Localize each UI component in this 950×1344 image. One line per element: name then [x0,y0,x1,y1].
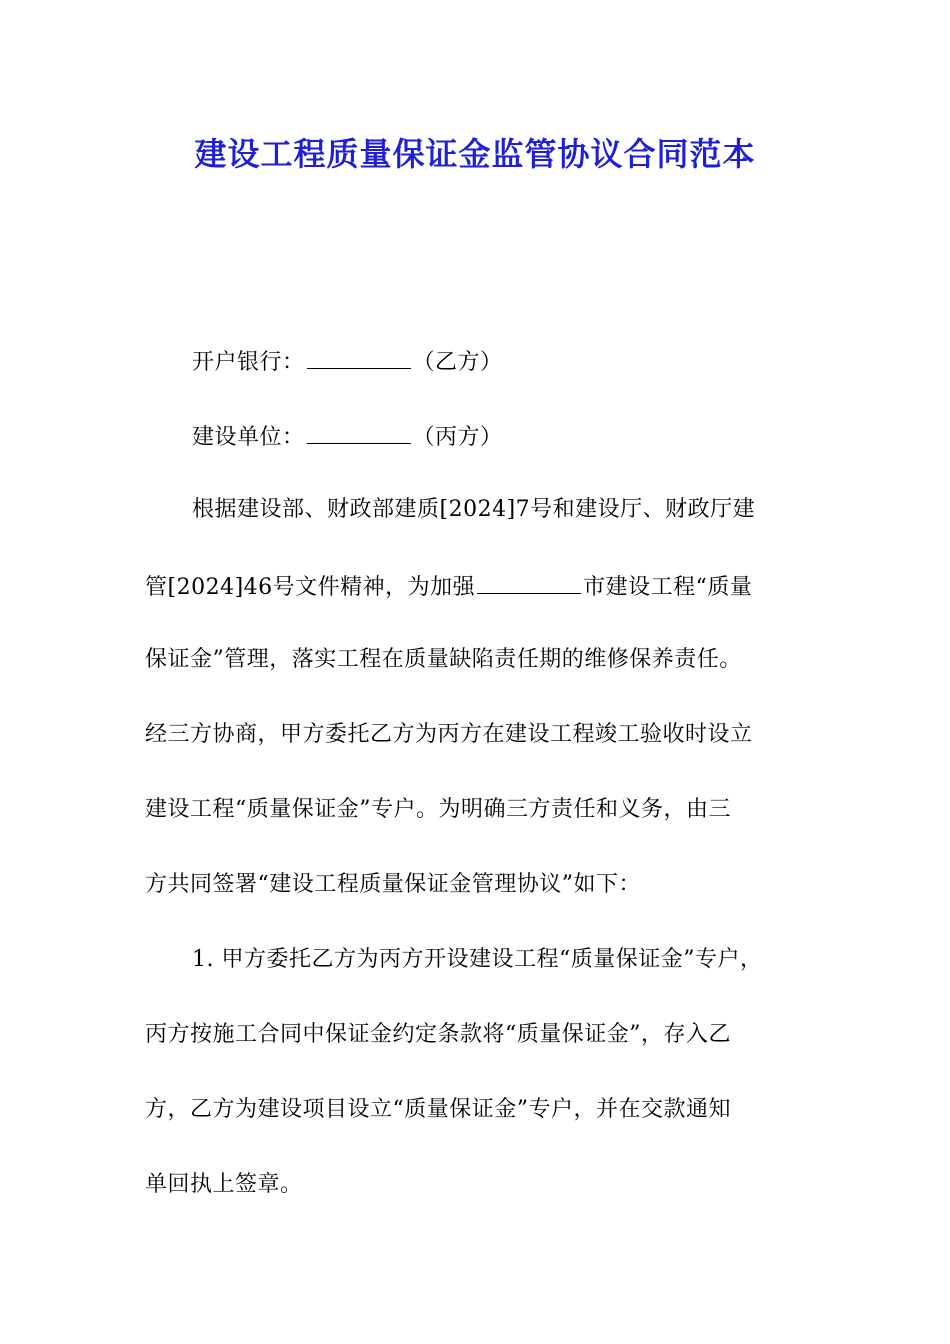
city-name-blank [477,567,581,594]
intro-line-3: 保证金”管理，落实工程在质量缺陷责任期的维修保养责任。 [145,647,742,672]
document-title: 建设工程质量保证金监管协议合同范本 [194,135,756,173]
clause-1-line-1: 1. 甲方委托乙方为丙方开设建设工程“质量保证金”专户， [192,947,763,972]
builder-label: 建设单位： [192,425,305,450]
clause-1-line-2: 丙方按施工合同中保证金约定条款将“质量保证金”，存入乙 [145,1022,731,1047]
intro-line-2-b: 市建设工程“质量 [583,575,753,600]
bank-label: 开户银行： [192,350,305,375]
intro-line-4: 经三方协商，甲方委托乙方为丙方在建设工程竣工验收时设立 [145,722,753,747]
builder-role: （丙方） [412,425,503,450]
party-bank-line [192,342,872,381]
intro-line-2-a: 管[2024]46号文件精神，为加强 [145,575,476,600]
intro-line-6: 方共同签署“建设工程质量保证金管理协议”如下： [145,872,641,897]
party-builder-line [192,417,872,456]
intro-line-1: 根据建设部、财政部建质[2024]7号和建设厅、财政厅建 [192,497,756,522]
clause-1-line-4: 单回执上签章。 [145,1172,303,1197]
bank-role: （乙方） [412,350,503,375]
bank-name-blank [307,342,411,369]
clause-1-line-3: 方，乙方为建设项目设立“质量保证金”专户，并在交款通知 [145,1097,731,1122]
intro-line-5: 建设工程“质量保证金”专户。为明确三方责任和义务，由三 [145,797,731,822]
builder-name-blank [307,417,411,444]
intro-line-2 [145,567,825,606]
